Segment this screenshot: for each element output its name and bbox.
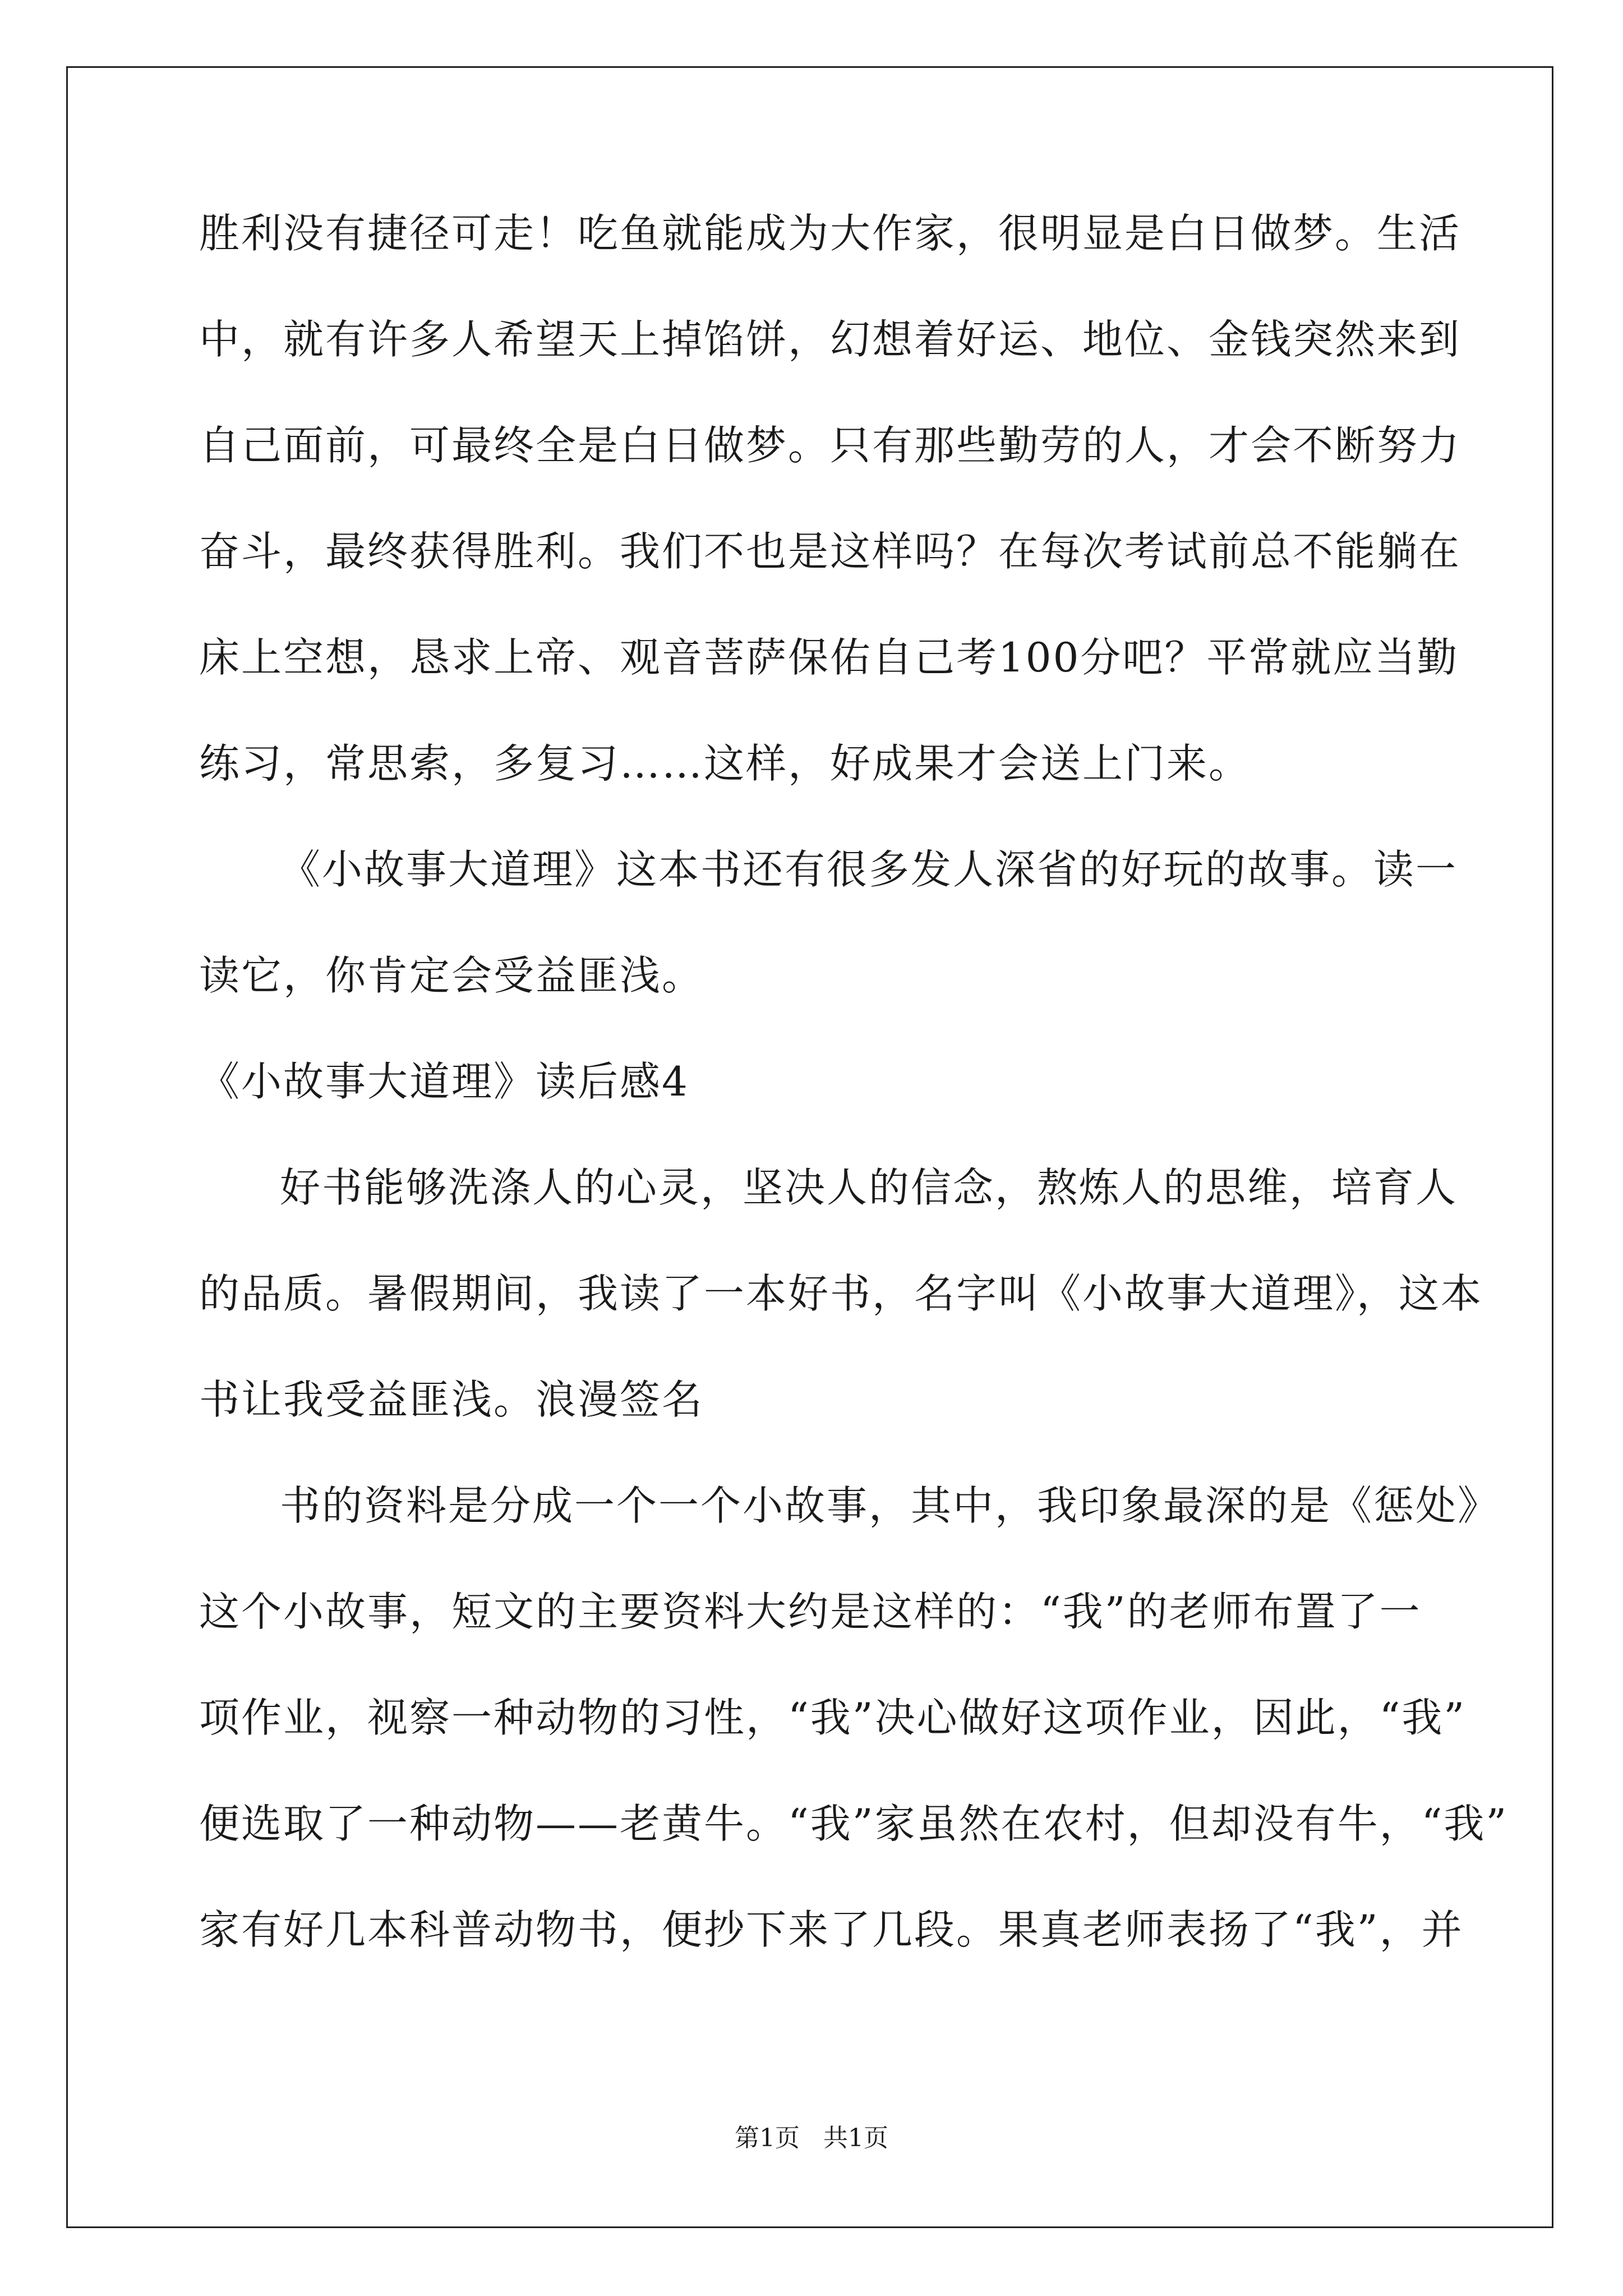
text-line: 奋斗，最终获得胜利。我们不也是这样吗？在每次考试前总不能躺在 [199,528,1461,575]
text-line: 胜利没有捷径可走！吃鱼就能成为大作家，很明显是白日做梦。生活 [199,210,1461,257]
text-line: 读它，你肯定会受益匪浅。 [199,952,704,999]
text-line: 中，就有许多人希望天上掉馅饼，幻想着好运、地位、金钱突然来到 [199,316,1461,363]
text-line: 的品质。暑假期间，我读了一本好书，名字叫《小故事大道理》，这本 [199,1270,1483,1317]
page-footer: 第1页 共1页 [735,2124,888,2152]
section-heading: 《小故事大道理》读后感4 [199,1058,689,1105]
text-line: 便选取了一种动物——老黄牛。“我”家虽然在农村，但却没有牛，“我” [199,1800,1509,1847]
text-line: 《小故事大道理》这本书还有很多发人深省的好玩的故事。读一 [280,846,1458,893]
text-line: 书的资料是分成一个一个小故事，其中，我印象最深的是《惩处》 [280,1482,1500,1529]
text-line: 项作业，视察一种动物的习性，“我”决心做好这项作业，因此，“我” [199,1694,1467,1741]
text-line: 家有好几本科普动物书，便抄下来了几段。果真老师表扬了“我”，并 [199,1906,1464,1953]
text-line: 好书能够洗涤人的心灵，坚决人的信念，熬炼人的思维，培育人 [280,1164,1458,1211]
text-line: 自己面前，可最终全是白日做梦。只有那些勤劳的人，才会不断努力 [199,422,1461,469]
text-line: 床上空想，恳求上帝、观音菩萨保佑自己考100分吧？平常就应当勤 [199,634,1459,681]
text-line: 这个小故事，短文的主要资料大约是这样的：“我”的老师布置了一 [199,1588,1422,1635]
document-body [199,210,1509,2016]
text-line: 练习，常思索，多复习……这样，好成果才会送上门来。 [199,740,1251,787]
text-line: 书让我受益匪浅。浪漫签名 [199,1376,704,1423]
